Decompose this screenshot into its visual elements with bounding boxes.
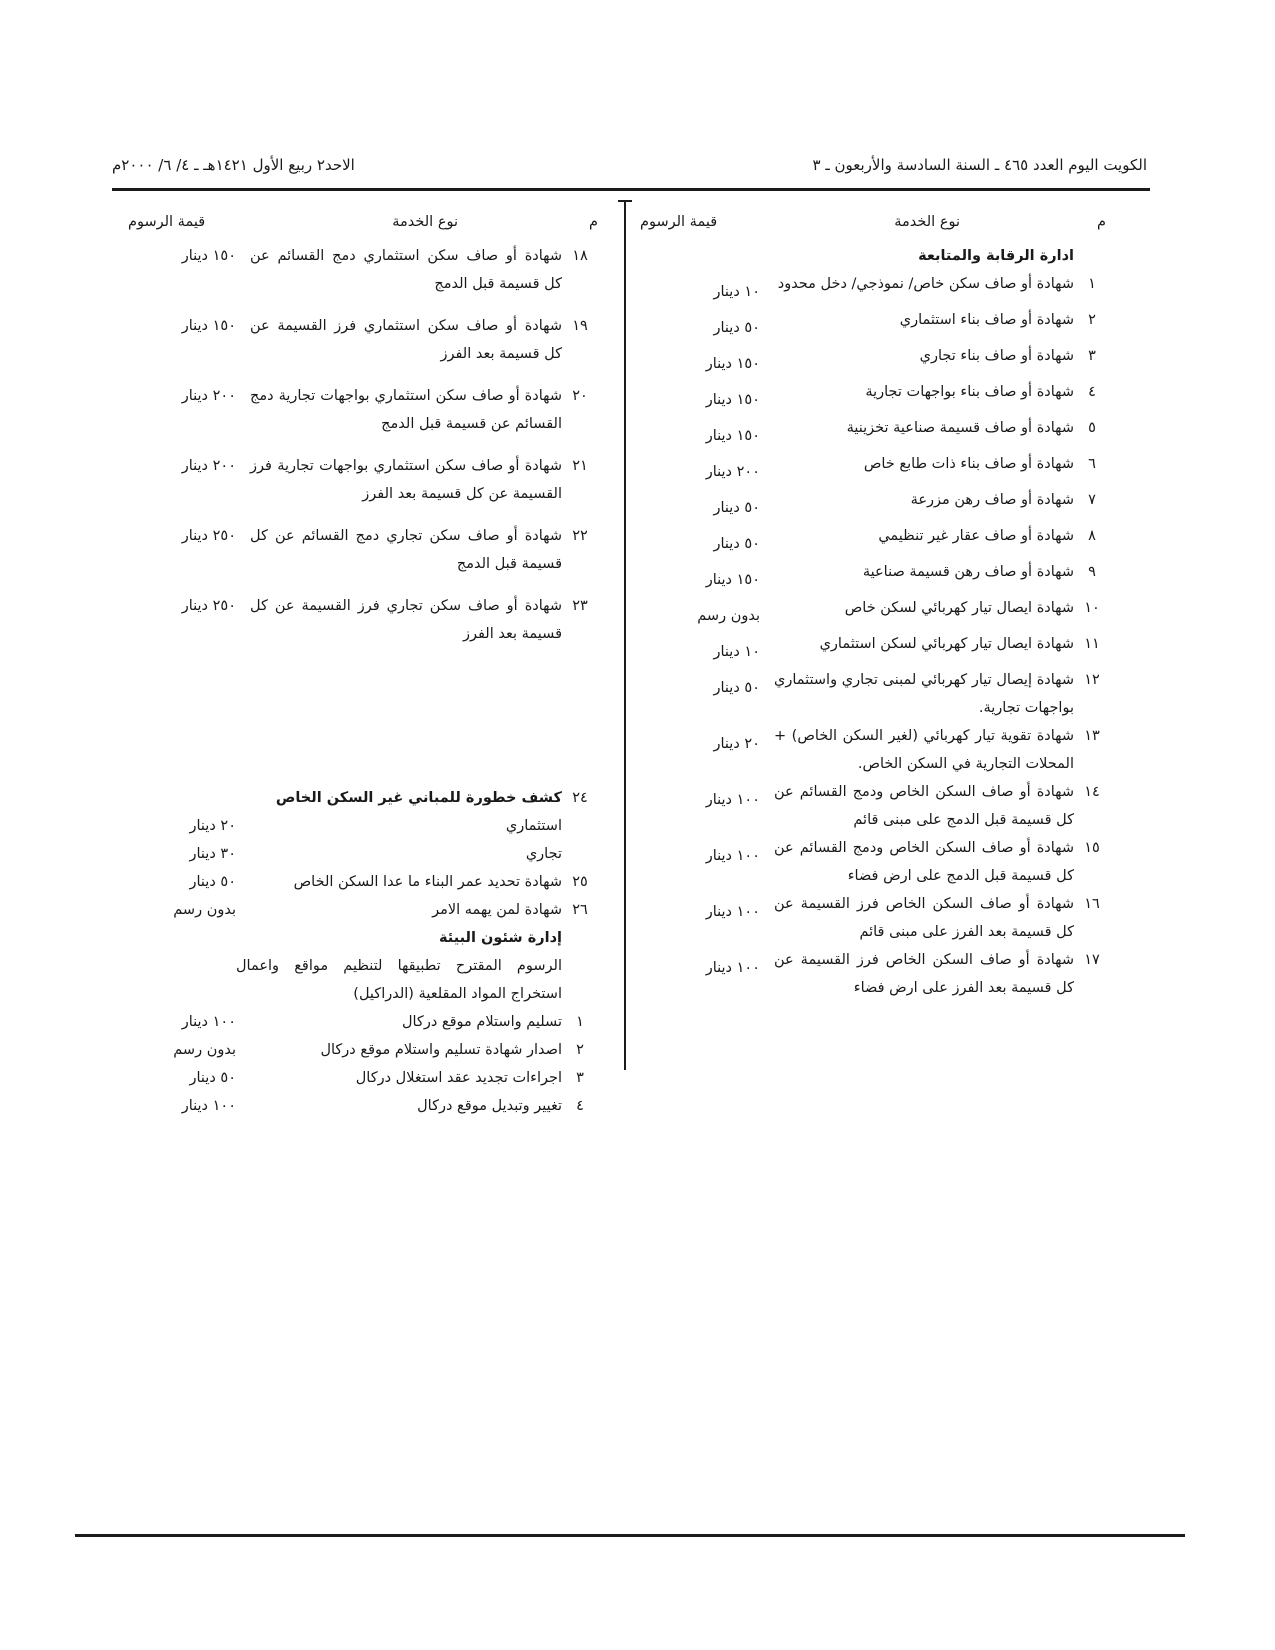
right-rows [640, 270, 1110, 1002]
row-number: ٢٤ [572, 790, 588, 806]
row-number: ٨ [1088, 528, 1096, 544]
row-fee: ٢٠٠ دينار [705, 464, 760, 480]
row-fee: ١٠٠ دينار [705, 848, 760, 864]
row-text: شهادة لمن يهمه الامر [432, 902, 562, 918]
row-number: ٣ [1088, 348, 1096, 364]
fee-row [640, 378, 1110, 414]
fee-row [640, 306, 1110, 342]
fee-row [640, 450, 1110, 486]
row-gap [116, 648, 598, 662]
row-gap [116, 508, 598, 522]
row-number: ٧ [1088, 492, 1096, 508]
row-fee: ١٥٠ دينار [181, 318, 236, 334]
fee-row [116, 868, 598, 896]
row-fee: ٥٠ دينار [189, 874, 236, 890]
row-fee: ١٥٠ دينار [705, 392, 760, 408]
left-rows-c [116, 1008, 598, 1120]
row-text: شهادة أو صاف سكن استثماري دمج القسائم عن كل قسيمة قبل الدمج [250, 248, 562, 292]
row-text: شهادة تقوية تيار كهربائي (لغير السكن الخاص) + المحلات التجارية في السكن الخاص. [774, 728, 1074, 772]
fee-row [116, 840, 598, 868]
row-fee: ٣٠ دينار [189, 846, 236, 862]
row-fee: ١٠٠ دينار [705, 904, 760, 920]
row-fee: ٢٠٠ دينار [181, 388, 236, 404]
right-column [640, 208, 1110, 1002]
header-fee: قيمة الرسوم [128, 214, 206, 230]
row-fee: ١٥٠ دينار [705, 356, 760, 372]
row-text: شهادة أو صاف رهن مزرعة [910, 492, 1074, 508]
row-number: ١٥ [1084, 840, 1100, 856]
fee-row [116, 1036, 598, 1064]
row-number: ٣ [576, 1070, 584, 1086]
row-fee: ١٥٠ دينار [705, 428, 760, 444]
fee-row [640, 342, 1110, 378]
row-fee: ٥٠ دينار [713, 536, 760, 552]
spacer [116, 662, 598, 784]
row-fee: ١٠٠ دينار [181, 1014, 236, 1030]
fee-row [640, 270, 1110, 306]
fee-row [116, 382, 598, 438]
header-issue-info: الكويت اليوم العدد ٤٦٥ ـ السنة السادسة والأربعون ـ ٣ [812, 156, 1147, 174]
left-column-header [116, 208, 598, 242]
row-fee: بدون رسم [697, 608, 760, 624]
header-date: الاحد٢ ربيع الأول ١٤٢١هـ ـ ٤/ ٦/ ٢٠٠٠م [112, 156, 355, 174]
row-text: شهادة أو صاف السكن الخاص ودمج القسائم عن كل قسيمة قبل الدمج على مبنى قائم [774, 784, 1074, 828]
row-text: شهادة أو صاف السكن الخاص فرز القسيمة عن كل قسيمة بعد الفرز على ارض فضاء [774, 952, 1074, 996]
left-subs [116, 812, 598, 868]
row-fee: ١٠ دينار [713, 284, 760, 300]
row-fee: ٥٠ دينار [713, 500, 760, 516]
row-number: ١٠ [1084, 600, 1100, 616]
section-title: ادارة الرقابة والمتابعة [918, 248, 1074, 264]
left-rows-a [116, 242, 598, 662]
row-text: شهادة أو صاف سكن تجاري فرز القسيمة عن كل قسيمة بعد الفرز [250, 598, 562, 642]
row-number: ٢٦ [572, 902, 588, 918]
column-divider-tick [618, 200, 632, 202]
fee-row [116, 1092, 598, 1120]
row-number: ١٤ [1084, 784, 1100, 800]
footer-rule [75, 1534, 1185, 1537]
row-number: ١ [1088, 276, 1096, 292]
row-fee: ١٥٠ دينار [181, 248, 236, 264]
row-number: ٢٢ [572, 528, 588, 544]
row-number: ٤ [1088, 384, 1096, 400]
row-fee: ١٠ دينار [713, 644, 760, 660]
row-text: شهادة أو صاف سكن استثماري فرز القسيمة عن كل قسيمة بعد الفرز [250, 318, 562, 362]
row-fee: ١٠٠ دينار [705, 792, 760, 808]
row-fee: ٢٠ دينار [189, 818, 236, 834]
header-service-type: نوع الخدمة [894, 214, 960, 230]
header-rule [112, 188, 1150, 191]
section-title: إدارة شئون البيئة [439, 930, 562, 946]
row-text: شهادة أو صاف بناء استثماري [899, 312, 1074, 328]
row-text: تجاري [525, 846, 562, 862]
row-text: شهادة ايصال تيار كهربائي لسكن استثماري [819, 636, 1074, 652]
row-gap [116, 438, 598, 452]
row-number: ١٢ [1084, 672, 1100, 688]
row-text: كشف خطورة للمباني غير السكن الخاص [275, 790, 562, 806]
column-divider [624, 200, 626, 1070]
row-fee: بدون رسم [173, 1042, 236, 1058]
row-text: شهادة أو صاف سكن تجاري دمج القسائم عن كل قسيمة قبل الدمج [250, 528, 562, 572]
row-text: شهادة أو صاف السكن الخاص فرز القسيمة عن كل قسيمة بعد الفرز على مبنى قائم [774, 896, 1074, 940]
fee-row [640, 486, 1110, 522]
fee-row [640, 946, 1110, 1002]
row-text: شهادة أو صاف عقار غير تنظيمي [878, 528, 1074, 544]
row-text: شهادة أو صاف بناء ذات طابع خاص [863, 456, 1074, 472]
header-num: م [1097, 214, 1106, 230]
fee-row [640, 630, 1110, 666]
row-number: ١٣ [1084, 728, 1100, 744]
row-fee: ١٥٠ دينار [705, 572, 760, 588]
fee-row [116, 242, 598, 298]
row-number: ١ [576, 1014, 584, 1030]
row-number: ٢١ [572, 458, 588, 474]
fee-row [116, 896, 598, 924]
row-text: تسليم واستلام موقع دركال [401, 1014, 562, 1030]
fee-row [640, 778, 1110, 834]
row-number: ١١ [1084, 636, 1100, 652]
header-fee: قيمة الرسوم [640, 214, 718, 230]
row-number: ١٦ [1084, 896, 1100, 912]
row-fee: ١٠٠ دينار [705, 960, 760, 976]
fee-row [116, 784, 598, 812]
row-number: ٦ [1088, 456, 1096, 472]
row-number: ٩ [1088, 564, 1096, 580]
row-text: شهادة أو صاف بناء بواجهات تجارية [865, 384, 1074, 400]
row-text: شهادة أو صاف قسيمة صناعية تخزينية [846, 420, 1074, 436]
fee-row [116, 452, 598, 508]
row-gap [116, 298, 598, 312]
fee-row [640, 722, 1110, 778]
row-text: شهادة إيصال تيار كهربائي لمبنى تجاري واستثماري بواجهات تجارية. [774, 672, 1074, 716]
row-number: ٢٣ [572, 598, 588, 614]
fee-row [640, 558, 1110, 594]
fee-row [640, 890, 1110, 946]
fee-row [116, 312, 598, 368]
row-text: شهادة أو صاف رهن قسيمة صناعية [862, 564, 1074, 580]
fee-row [640, 594, 1110, 630]
fee-row [640, 666, 1110, 722]
fee-row [116, 522, 598, 578]
row-number: ١٨ [572, 248, 588, 264]
row-text: اجراءات تجديد عقد استغلال دركال [355, 1070, 562, 1086]
row-fee: ١٠٠ دينار [181, 1098, 236, 1114]
row-number: ١٩ [572, 318, 588, 334]
fee-row [640, 522, 1110, 558]
fee-row [640, 414, 1110, 450]
row-fee: بدون رسم [173, 902, 236, 918]
row-gap [116, 578, 598, 592]
row-number: ١٧ [1084, 952, 1100, 968]
header-service-type: نوع الخدمة [392, 214, 458, 230]
right-column-header [640, 208, 1110, 242]
row-fee: ٥٠ دينار [189, 1070, 236, 1086]
row-number: ٢٠ [572, 388, 588, 404]
header-num: م [589, 214, 598, 230]
row-number: ٢ [1088, 312, 1096, 328]
row-number: ٢٥ [572, 874, 588, 890]
row-number: ٢ [576, 1042, 584, 1058]
fee-row [116, 812, 598, 840]
row-number: ٤ [576, 1098, 584, 1114]
row-fee: ٢٥٠ دينار [181, 528, 236, 544]
row-text: شهادة أو صاف بناء تجاري [919, 348, 1074, 364]
section-note: الرسوم المقترح تطبيقها لتنظيم مواقع واعمال استخراج المواد المقلعية (الدراكيل) [236, 958, 562, 1002]
fee-row [116, 1064, 598, 1092]
row-text: استثماري [505, 818, 562, 834]
left-rows-b [116, 868, 598, 924]
fee-row [116, 592, 598, 648]
row-text: شهادة أو صاف سكن خاص/ نموذجي/ دخل محدود [777, 276, 1074, 292]
row-fee: ٢٠٠ دينار [181, 458, 236, 474]
row-gap [116, 368, 598, 382]
fee-row [116, 1008, 598, 1036]
row-text: شهادة أو صاف سكن استثماري بواجهات تجارية فرز القسيمة عن كل قسيمة بعد الفرز [250, 458, 562, 502]
row-text: شهادة أو صاف سكن استثماري بواجهات تجارية دمج القسائم عن قسيمة قبل الدمج [250, 388, 562, 432]
row-text: شهادة تحديد عمر البناء ما عدا السكن الخاص [293, 874, 562, 890]
row-text: تغيير وتبديل موقع دركال [417, 1098, 562, 1114]
fee-row [640, 834, 1110, 890]
row-text: شهادة ايصال تيار كهربائي لسكن خاص [844, 600, 1074, 616]
row-fee: ٢٥٠ دينار [181, 598, 236, 614]
row-text: شهادة أو صاف السكن الخاص ودمج القسائم عن كل قسيمة قبل الدمج على ارض فضاء [774, 840, 1074, 884]
row-fee: ٢٠ دينار [713, 736, 760, 752]
row-fee: ٥٠ دينار [713, 320, 760, 336]
left-column [116, 208, 598, 1120]
row-fee: ٥٠ دينار [713, 680, 760, 696]
row-number: ٥ [1088, 420, 1096, 436]
row-text: اصدار شهادة تسليم واستلام موقع دركال [320, 1042, 562, 1058]
